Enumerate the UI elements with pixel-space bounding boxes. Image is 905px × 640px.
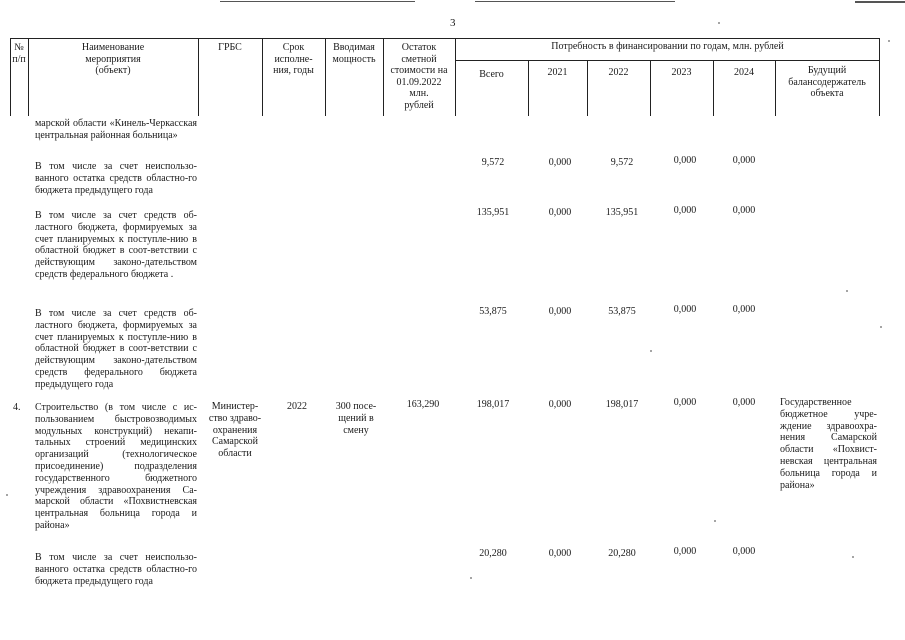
row-2021: 0,000 — [548, 399, 572, 410]
row-2021: 0,000 — [548, 207, 572, 218]
row-2023: 0,000 — [673, 155, 697, 166]
header-col-border — [28, 38, 29, 116]
header-top-border — [10, 38, 880, 39]
row-number: 4. — [13, 402, 21, 413]
scan-speck — [852, 556, 854, 558]
scan-speck — [650, 350, 652, 352]
row-total: 135,951 — [476, 207, 510, 218]
header-total: Всего — [479, 69, 504, 80]
row-2021: 0,000 — [548, 157, 572, 168]
scan-edge-line — [855, 1, 905, 3]
header-year-2022: 2022 — [608, 67, 629, 78]
scan-speck — [718, 22, 720, 24]
row-2024: 0,000 — [732, 397, 756, 408]
row-description: марской области «Кинель-Черкасская центральная районная больница» — [35, 118, 197, 141]
table-header — [10, 38, 880, 116]
row-grbs: Министер-ство здраво-охранения Самарской области — [208, 401, 262, 460]
header-year-divider — [455, 60, 880, 61]
row-2024: 0,000 — [732, 546, 756, 557]
row-2023: 0,000 — [673, 397, 697, 408]
row-total: 53,875 — [479, 306, 507, 317]
header-year-2021: 2021 — [547, 67, 568, 78]
header-grbs: ГРБС — [218, 42, 242, 53]
header-year-2024: 2024 — [734, 67, 754, 78]
scan-speck — [846, 290, 848, 292]
header-name: Наименование мероприятия (объект) — [81, 42, 145, 76]
header-balance-holder: Будущий балансодержатель объекта — [788, 65, 866, 99]
row-2024: 0,000 — [732, 155, 756, 166]
row-total: 20,280 — [479, 548, 507, 559]
row-balance-holder: Государственное бюджетное учре-ждение здравоохра-нения Самарской области «Похвист-невская центральная больница города и района» — [780, 397, 877, 491]
row-description: Строительство (в том числе с ис-пользованием быстровозводимых модульных конструкций) некапи-тальных строений медицинских организаций (технологическое присоединение) подразделения государственного бюджетного учреждения здравоохранения Са-марской области «Похвистневская центральная больница города и района» — [35, 402, 197, 531]
scan-edge-line — [475, 1, 675, 2]
scan-speck — [880, 326, 882, 328]
page-number: 3 — [450, 17, 456, 29]
scan-speck — [714, 520, 716, 522]
header-num: № п/п — [12, 42, 26, 65]
scan-edge-line — [220, 1, 415, 2]
header-remainder: Остаток сметной стоимости на 01.09.2022 млн. рублей — [390, 42, 448, 111]
row-2023: 0,000 — [673, 304, 697, 315]
row-total: 9,572 — [481, 157, 505, 168]
row-2024: 0,000 — [732, 205, 756, 216]
header-year-2023: 2023 — [671, 67, 692, 78]
row-description: В том числе за счет средств об-ластного бюджета, формируемых за счет планируемых к поступле-нию в областной бюджет в соот-ветствии с действующим законо-дательством средств федерального бюджета предыдущего года — [35, 308, 197, 390]
row-description: В том числе за счет неиспользо-ванного остатка средств областно-го бюджета предыдущего года — [35, 161, 197, 196]
row-total: 198,017 — [476, 399, 510, 410]
row-remainder: 163,290 — [406, 399, 440, 410]
row-description: В том числе за счет средств об-ластного бюджета, формируемых за счет планируемых к поступле-нию в областной бюджет в соот-ветствии с действующим законо-дательством средств федерального бюджета . — [35, 210, 197, 280]
row-capacity: 300 посе-щений в смену — [335, 401, 377, 436]
row-2021: 0,000 — [548, 306, 572, 317]
row-2024: 0,000 — [732, 304, 756, 315]
scan-speck — [888, 40, 890, 42]
row-term: 2022 — [287, 401, 307, 412]
scan-speck — [6, 494, 8, 496]
row-2022: 198,017 — [605, 399, 639, 410]
header-financing-need: Потребность в финансировании по годам, млн. рублей — [551, 41, 784, 52]
row-2022: 20,280 — [608, 548, 636, 559]
header-capacity: Вводимая мощность — [332, 42, 376, 65]
row-2021: 0,000 — [548, 548, 572, 559]
row-2023: 0,000 — [673, 546, 697, 557]
row-2022: 135,951 — [605, 207, 639, 218]
header-term: Срок исполне- ния, годы — [273, 42, 314, 76]
row-description: В том числе за счет неиспользо-ванного остатка средств областно-го бюджета предыдущего года — [35, 552, 197, 587]
scan-speck — [470, 577, 472, 579]
row-2022: 9,572 — [610, 157, 634, 168]
row-2023: 0,000 — [673, 205, 697, 216]
row-2022: 53,875 — [608, 306, 636, 317]
